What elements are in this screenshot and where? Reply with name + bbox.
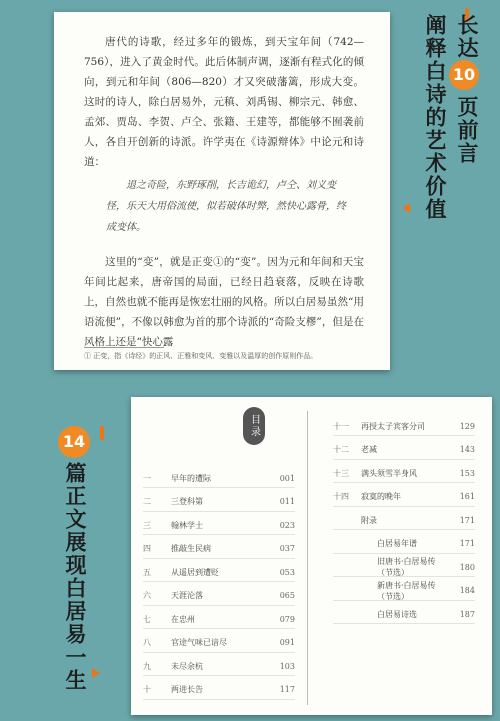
pointer-arrow-right-icon <box>92 668 100 678</box>
toc-entry-title: 早年的遭际 <box>171 473 211 483</box>
preface-paragraph-2: 这里的“变”，就是正变①的“变”。因为元和年间和天宝年间比起来，唐帝国的局面，已经日趋衰落，反映在诗歌上，自然也就不能再是恢宏壮丽的风格。所以白居易虽然“用语流便”，不像以韩愈为首的那个诗派的“奇险支樛”，但是在风格上还是“快心露 <box>84 256 364 348</box>
caption-top-line1-start: 长达 <box>455 14 479 60</box>
toc-entry-title: 从遥居到遭贬 <box>171 567 219 577</box>
toc-entry-number: 十 <box>143 685 151 694</box>
toc-entry-page: 091 <box>279 638 295 647</box>
toc-entry-page: 117 <box>279 685 295 694</box>
accent-bar-bottom <box>100 426 104 440</box>
preface-quote: 退之奇险，东野琢削，长吉诡幻，卢仝、刘义变怪，乐天大用俗流使，似若破体时弊，然快心露骨，终成变体。 <box>106 180 346 233</box>
toc-entry <box>333 558 475 577</box>
toc-entry-number: 五 <box>143 567 151 577</box>
toc-entry-number: 十三 <box>333 468 349 478</box>
toc-entry <box>143 657 295 676</box>
toc-entry-title: 再授太子宾客分司 <box>361 421 425 431</box>
toc-entry-page: 171 <box>459 515 475 525</box>
toc-entry-number: 六 <box>143 591 151 600</box>
toc-entry-page: 001 <box>279 473 295 483</box>
toc-entry-number: 二 <box>143 497 151 506</box>
toc-entry-title: 旧唐书·白居易传（节选） <box>377 557 436 577</box>
toc-entry-number: 八 <box>143 638 151 647</box>
toc-entry-number: 九 <box>143 661 151 671</box>
toc-entry-page: 153 <box>459 468 475 478</box>
toc-entry-number: 十二 <box>333 445 349 454</box>
toc-entry-title: 三登科第 <box>171 497 203 506</box>
toc-entry-title: 未尽余杭 <box>171 661 203 671</box>
toc-entry <box>143 563 295 582</box>
toc-entry-title: 推敲生民病 <box>171 544 211 553</box>
toc-entry-number: 七 <box>143 614 151 624</box>
toc-entry-title: 官途气味已谙尽 <box>171 638 227 647</box>
toc-entry <box>143 540 295 559</box>
toc-entry-page: 103 <box>279 661 295 671</box>
chapter-count-badge: 14 <box>58 426 90 458</box>
toc-column-divider <box>307 411 308 705</box>
toc-entry-number: 三 <box>143 520 151 530</box>
caption-top-line2: 阐释白诗的艺术价值 <box>423 14 447 221</box>
caption-top-line1-end: 页前言 <box>455 96 479 165</box>
toc-entry-title: 附录 <box>361 515 377 525</box>
caption-bottom-text: 篇正文展现白居易一生 <box>63 462 87 692</box>
toc-entry-title: 老减 <box>361 445 377 454</box>
toc-entry-page: 011 <box>279 497 295 506</box>
toc-entry <box>333 464 475 483</box>
toc-entry-title: 满头须雪半身风 <box>361 468 417 478</box>
toc-entry-page: 023 <box>279 520 295 530</box>
toc-entry <box>143 634 295 653</box>
toc-entry <box>143 610 295 629</box>
toc-entry-page: 037 <box>279 544 295 553</box>
toc-entry <box>333 488 475 507</box>
toc-entry-page: 161 <box>459 492 475 501</box>
toc-entry-title: 两进长告 <box>171 685 203 694</box>
toc-entry-number: 一 <box>143 473 151 483</box>
toc-entry-page: 143 <box>459 445 475 454</box>
toc-entry <box>143 493 295 512</box>
pointer-arrow-left-icon <box>402 203 410 213</box>
toc-entry-page: 180 <box>459 562 475 572</box>
preface-paragraph-1: 唐代的诗歌，经过多年的锻炼，到天宝年间（742—756），进入了黄金时代。此后体制声调，逐渐有程式化的倾向，到元和年间（806—820）才又突破藩篱，形成大变。这时的诗人，除白居易外，元稹、刘禹锡、柳宗元、韩愈、孟郊、贾岛、李贺、卢仝、张籍、王建等，都能够不囿袭前人，各自开创新的诗派。许学夷在《诗源辩体》中论元和诗道： <box>84 36 364 168</box>
preface-page <box>54 12 390 370</box>
toc-entry-page: 171 <box>459 539 475 548</box>
toc-entry-number: 四 <box>143 544 151 553</box>
toc-entry-title: 翰林学士 <box>171 520 203 530</box>
toc-entry <box>333 535 475 554</box>
toc-entry-page: 079 <box>279 614 295 624</box>
toc-heading: 目录 <box>243 407 265 445</box>
toc-entry-title: 新唐书·白居易传（节选） <box>377 580 436 601</box>
toc-entry-title: 天涯沦落 <box>171 591 203 600</box>
preface-footnote: ① 正变，指《诗经》的正风、正雅和变风、变雅以及温厚的创作原则作品。 <box>84 352 318 360</box>
toc-entry <box>333 417 475 436</box>
toc-entry <box>333 582 475 601</box>
toc-entry <box>333 441 475 460</box>
toc-entry-page: 053 <box>279 567 295 577</box>
page-count-badge: 10 <box>449 60 479 90</box>
toc-page <box>131 397 492 715</box>
toc-entry-page: 129 <box>459 421 475 431</box>
toc-entry-title: 白居易年谱 <box>377 539 417 548</box>
toc-entry <box>143 469 295 488</box>
toc-entry-title: 寂寞的晚年 <box>361 492 401 501</box>
toc-entry <box>333 605 475 624</box>
toc-entry <box>143 681 295 700</box>
footnote-divider <box>84 347 164 348</box>
toc-entry-number: 十一 <box>333 421 349 431</box>
toc-entry-page: 065 <box>279 591 295 600</box>
toc-entry <box>143 587 295 606</box>
toc-entry <box>333 511 475 530</box>
toc-entry-page: 187 <box>459 609 475 619</box>
toc-entry <box>143 516 295 535</box>
toc-entry-title: 在忠州 <box>171 614 195 624</box>
toc-entry-number: 十四 <box>333 492 349 501</box>
toc-entry-page: 184 <box>459 586 475 595</box>
toc-entry-title: 白居易诗选 <box>377 609 417 619</box>
